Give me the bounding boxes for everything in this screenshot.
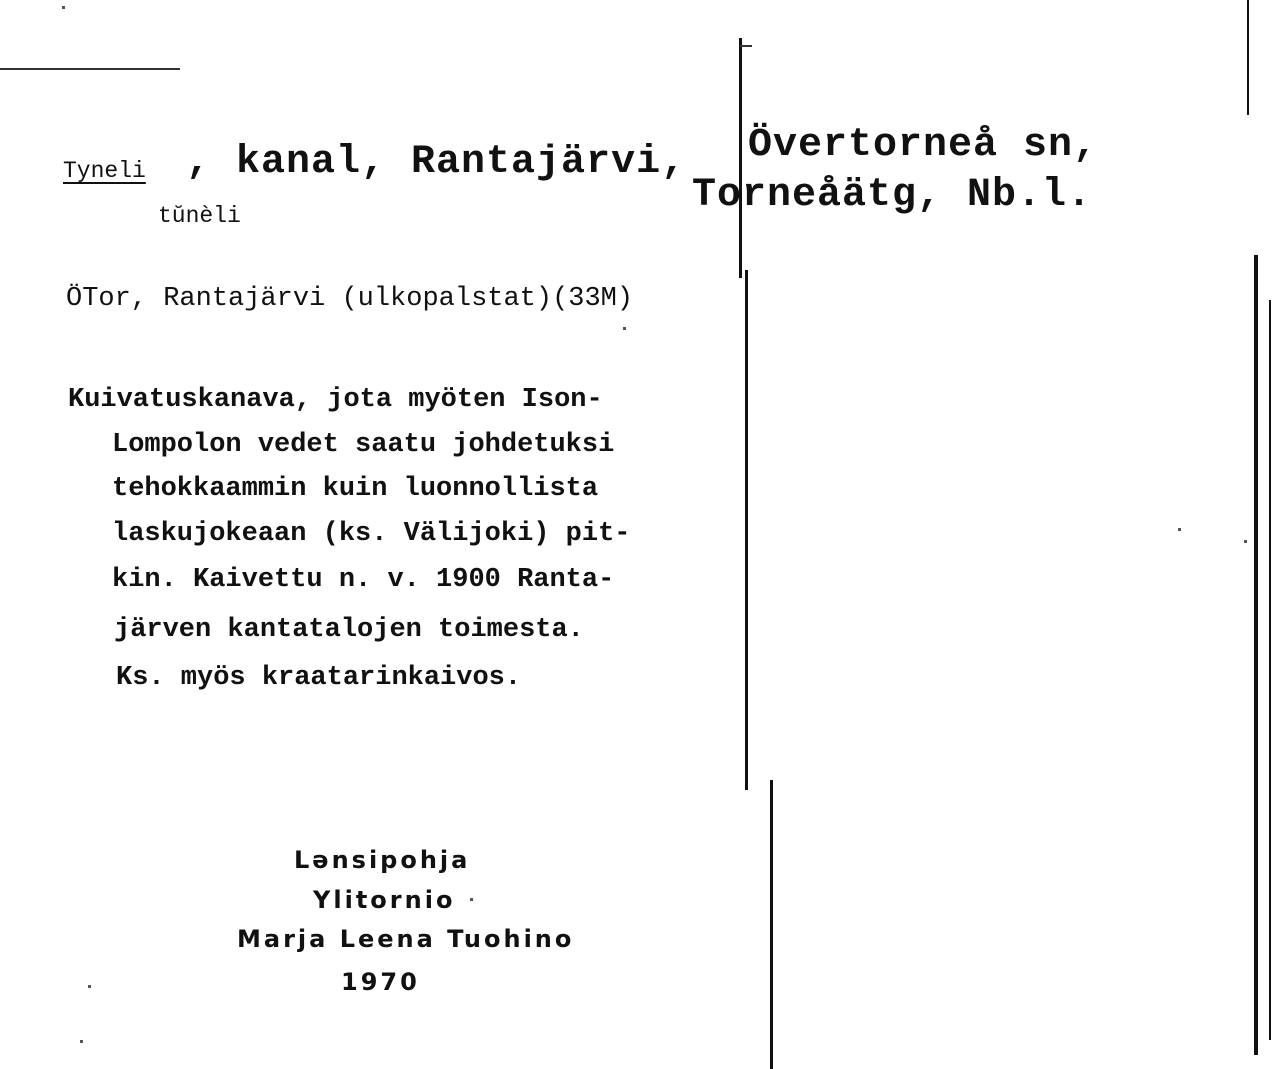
description-line: Ks. myös kraatarinkaivos.	[116, 663, 522, 693]
description-line: Kuivatuskanava, jota myöten Ison-	[68, 385, 603, 415]
right-edge-line	[1254, 255, 1258, 1055]
speck	[1244, 540, 1247, 543]
stamp-line: Lənsipohja	[294, 846, 471, 874]
right-edge-line-inner	[1269, 300, 1271, 1040]
speck	[62, 6, 65, 9]
stamp-line: Ylitornio	[313, 886, 456, 914]
description-line: Lompolon vedet saatu johdetuksi	[112, 430, 615, 460]
stamp-line: 1970	[341, 968, 420, 996]
speck	[470, 898, 473, 901]
right-edge-line-top	[1247, 0, 1249, 115]
pronunciation: tŭnèli	[158, 203, 241, 229]
center-vertical-line-bottom	[770, 780, 773, 1069]
center-vertical-line	[739, 38, 742, 278]
stamp-line: Marja Leena Tuohino	[237, 925, 575, 953]
description-line: tehokkaammin kuin luonnollista	[112, 474, 599, 504]
speck	[80, 1040, 83, 1043]
headword: Tyneli	[63, 158, 146, 184]
center-vertical-line-lower	[745, 270, 748, 790]
header-text: , kanal, Rantajärvi,	[186, 140, 687, 185]
description-line: kin. Kaivettu n. v. 1900 Ranta-	[112, 565, 615, 595]
top-rule	[0, 68, 180, 70]
header-right: Övertorneå sn,	[748, 123, 1099, 168]
center-tick	[740, 45, 752, 47]
description-line: laskujokeaan (ks. Välijoki) pit-	[112, 519, 631, 549]
speck	[88, 985, 91, 988]
speck	[1178, 528, 1181, 531]
speck	[623, 327, 626, 330]
source-line: ÖTor, Rantajärvi (ulkopalstat)(33M)	[66, 284, 634, 314]
header-line2: Torneåätg, Nb.l.	[692, 173, 1093, 218]
description-line: järven kantatalojen toimesta.	[114, 615, 584, 645]
